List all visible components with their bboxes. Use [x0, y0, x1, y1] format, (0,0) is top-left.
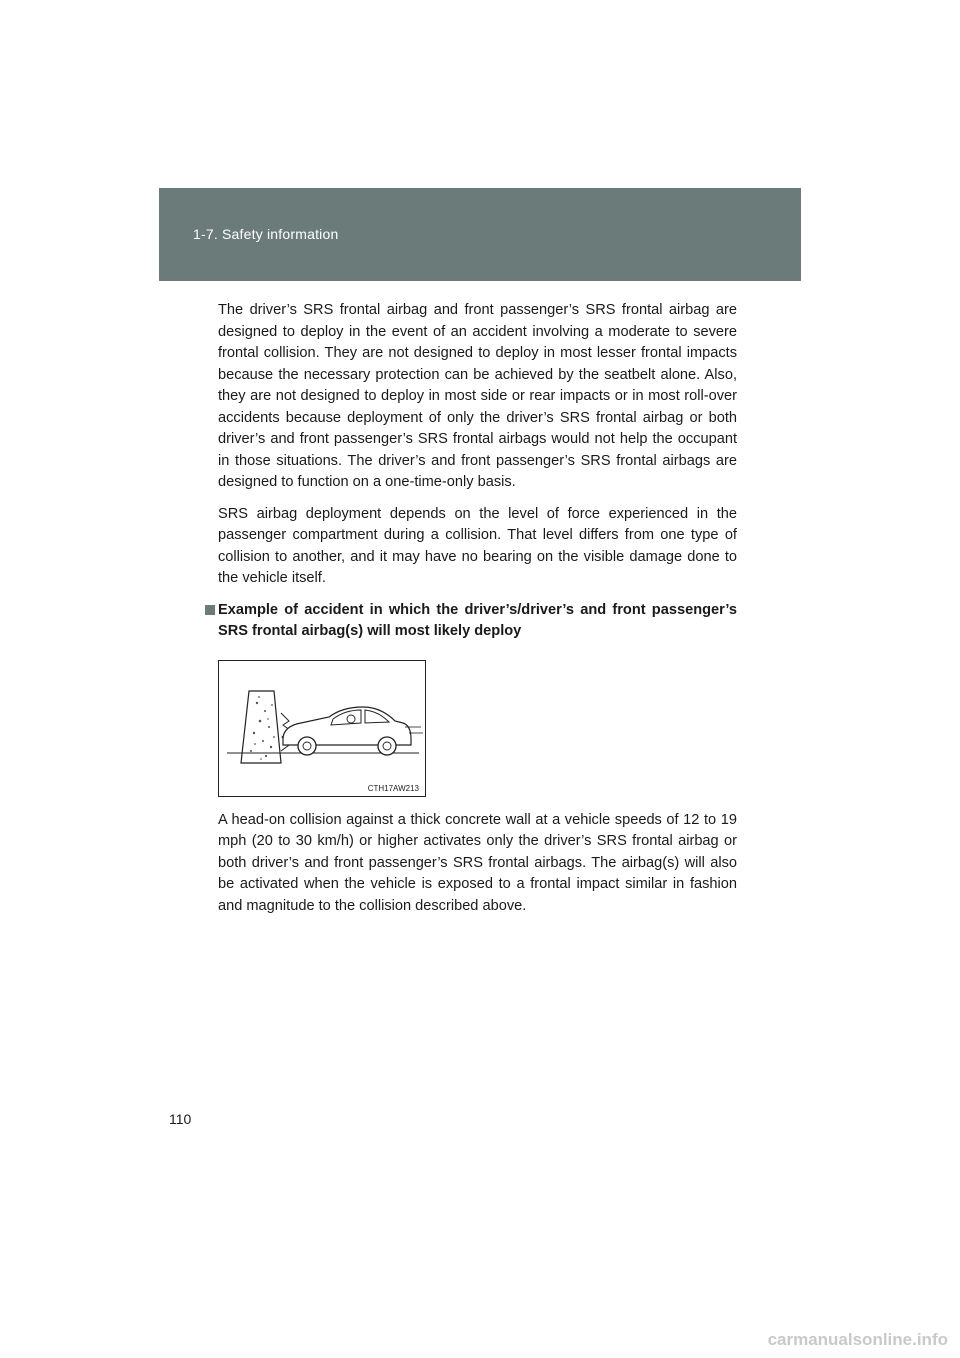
watermark: carmanualsonline.info [767, 1330, 948, 1349]
figure-code: CTH17AW213 [367, 783, 419, 793]
square-bullet-icon [205, 605, 215, 615]
collision-illustration [218, 660, 426, 797]
example-heading-row [218, 600, 737, 643]
example-heading: Example of accident in which the driver’s/driver’s and front passenger’s SRS frontal airbag(s) will most likely deploy [218, 601, 737, 639]
paragraph-airbag-deployment: The driver’s SRS frontal airbag and front passenger’s SRS frontal airbag are designed to deploy in the event of an accident involving a moderate to severe frontal collision. They are not designed to deploy in most lesser frontal impacts because the necessary protection can be achieved by the seatbelt alone. Also, they are not designed to deploy in most side or rear impacts or in most roll-over accidents because deployment of only the driver’s SRS frontal airbag or both driver’s and front passenger’s SRS frontal airbags would not help the occupant in those situations. The driver’s and front passenger’s SRS frontal airbags are designed to function on a one-time-only basis. [218, 302, 737, 490]
paragraph-head-on-collision: A head-on collision against a thick concrete wall at a vehicle speeds of 12 to 19 mph (20 to 30 km/h) or higher activates only the driver’s SRS frontal airbag or both driver’s and front passenger’s SRS frontal airbags. The airbag(s) will also be activated when the vehicle is exposed to a frontal impact similar in fashion and magnitude to the collision described above. [218, 811, 737, 914]
page-content [218, 300, 737, 927]
car-wall-collision-icon [219, 661, 425, 796]
paragraph-deployment-force: SRS airbag deployment depends on the level of force experienced in the passenger compartment during a collision. That level differs from one type of collision to another, and it may have no bearing on the visible damage done to the vehicle itself. [218, 505, 737, 586]
section-header-band [159, 188, 801, 281]
page-number: 110 [169, 1111, 192, 1127]
section-title: 1-7. Safety information [193, 226, 339, 242]
